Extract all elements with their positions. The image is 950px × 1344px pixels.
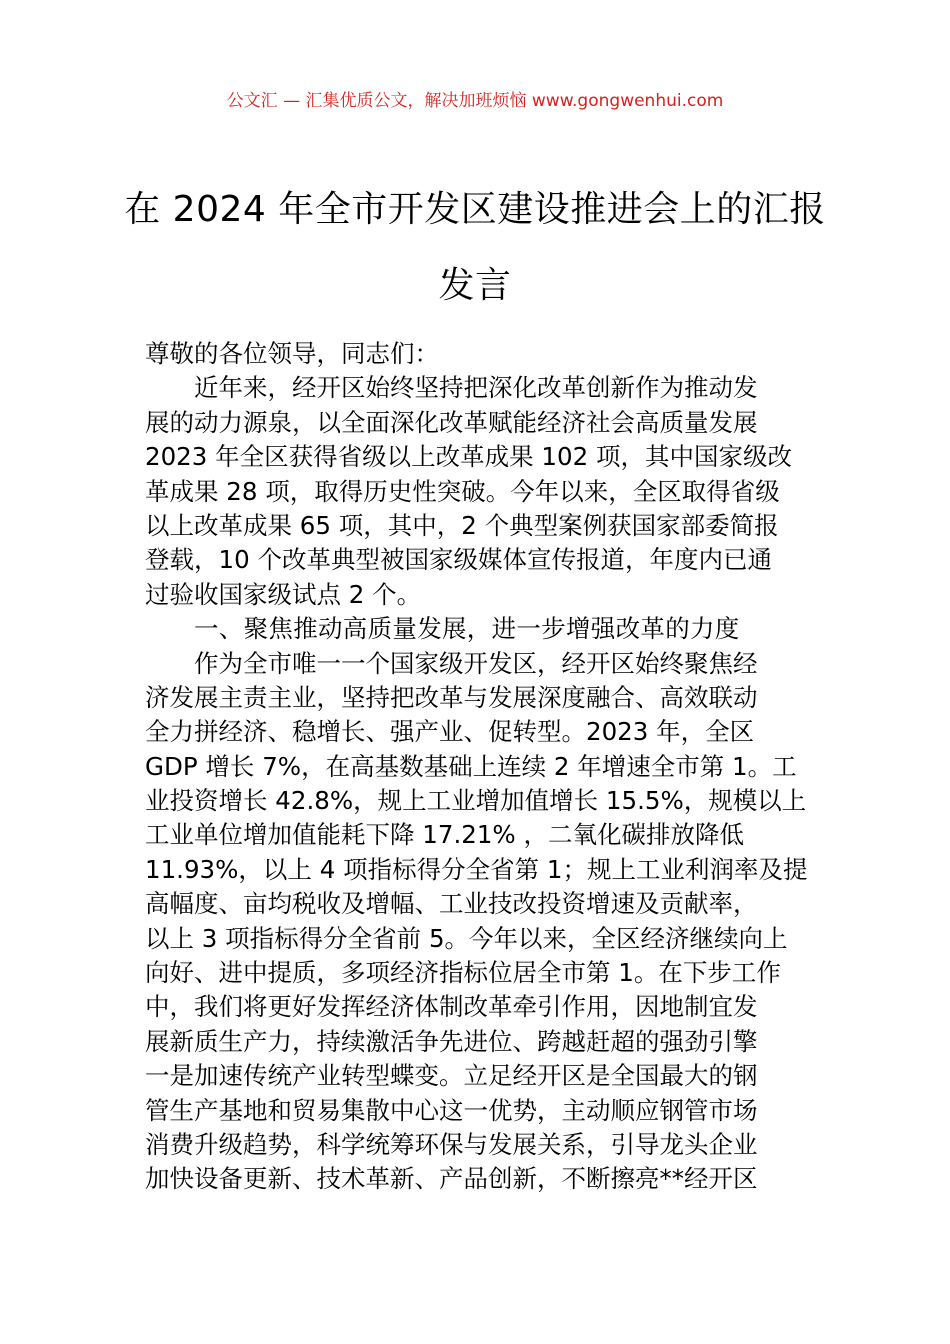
paragraph-line: 以上改革成果 65 项，其中，2 个典型案例获国家部委简报	[145, 510, 779, 540]
paragraph-line: 展新质生产力，持续激活争先进位、跨越赶超的强劲引擎	[145, 1026, 758, 1056]
header-watermark-note: 公文汇 — 汇集优质公文，解决加班烦恼 www.gongwenhui.com	[226, 91, 724, 111]
paragraph-line: 登载，10 个改革典型被国家级媒体宣传报道，年度内已通	[145, 545, 772, 575]
paragraph-line: 管生产基地和贸易集散中心这一优势，主动顺应钢管市场	[145, 1095, 758, 1125]
paragraph-line: 近年来，经开区始终坚持把深化改革创新作为推动发	[194, 373, 758, 403]
paragraph-line: 展的动力源泉，以全面深化改革赋能经济社会高质量发展	[145, 407, 758, 437]
section-heading: 一、聚焦推动高质量发展，进一步增强改革的力度	[194, 614, 740, 644]
paragraph-line: 高幅度、亩均税收及增幅、工业技改投资增速及贡献率，	[145, 889, 758, 919]
paragraph-line: GDP 增长 7%，在高基数基础上连续 2 年增速全市第 1。工	[145, 751, 797, 781]
document-body	[145, 337, 809, 1197]
paragraph-line: 工业单位增加值能耗下降 17.21% ，二氧化碳排放降低	[145, 820, 744, 850]
paragraph-line: 消费升级趋势，科学统筹环保与发展关系，引导龙头企业	[145, 1129, 758, 1159]
paragraph-line: 业投资增长 42.8%，规上工业增加值增长 15.5%，规模以上	[145, 786, 807, 816]
paragraph-line: 11.93%，以上 4 项指标得分全省第 1；规上工业利润率及提	[145, 854, 808, 884]
title-line-1: 在 2024 年全市开发区建设推进会上的汇报	[124, 189, 826, 230]
paragraph-line: 革成果 28 项，取得历史性突破。今年以来，全区取得省级	[145, 476, 780, 506]
paragraph-line: 一是加速传统产业转型蝶变。立足经开区是全国最大的钢	[145, 1061, 758, 1091]
document-title	[95, 172, 855, 324]
paragraph-line: 加快设备更新、技术革新、产品创新，不断擦亮**经开区	[145, 1164, 758, 1194]
paragraph-line: 全力拼经济、稳增长、强产业、促转型。2023 年，全区	[145, 717, 755, 747]
paragraph-line: 2023 年全区获得省级以上改革成果 102 项，其中国家级改	[145, 442, 792, 472]
paragraph-line: 中，我们将更好发挥经济体制改革牵引作用，因地制宜发	[145, 992, 758, 1022]
paragraph-line: 作为全市唯一一个国家级开发区，经开区始终聚焦经	[194, 648, 758, 678]
paragraph-line: 以上 3 项指标得分全省前 5。今年以来，全区经济继续向上	[145, 923, 788, 953]
paragraph-line: 济发展主责主业，坚持把改革与发展深度融合、高效联动	[145, 682, 758, 712]
salutation: 尊敬的各位领导，同志们：	[145, 339, 439, 368]
paragraph-line: 过验收国家级试点 2 个。	[145, 579, 422, 609]
title-line-2: 发言	[438, 265, 512, 306]
paragraph-line: 向好、进中提质，多项经济指标位居全市第 1。在下步工作	[145, 958, 781, 988]
